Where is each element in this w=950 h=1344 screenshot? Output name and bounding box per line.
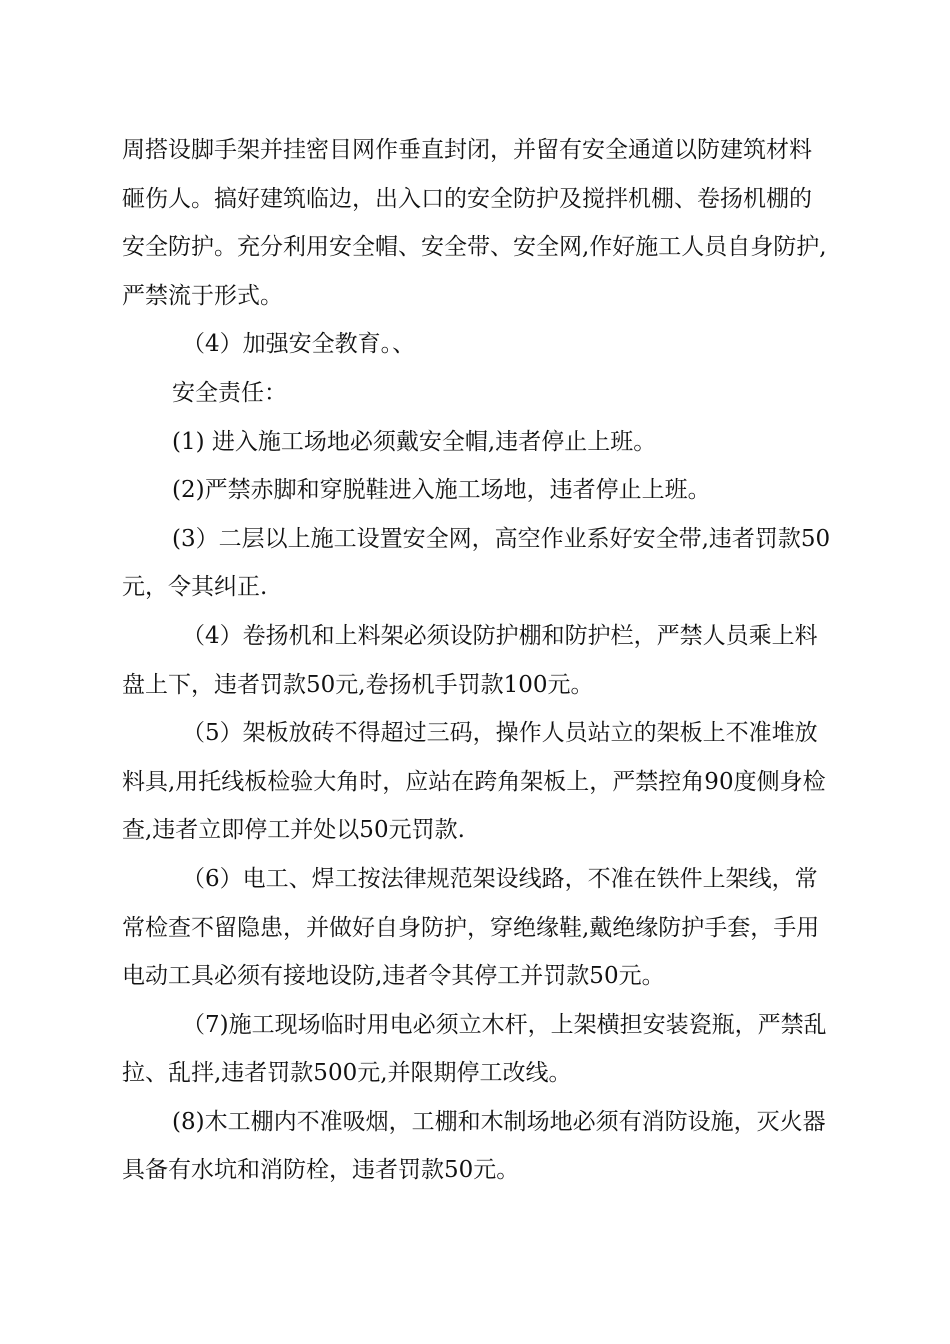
paragraph-continuation: 周搭设脚手架并挂密目网作垂直封闭，并留有安全通道以防建筑材料砸伤人。搞好建筑临边，出入口的安全防护及搅拌机棚、卷扬机棚的安全防护。充分利用安全帽、安全带、安全网,作好施工人员自身防护,严禁流于形式。 bbox=[122, 137, 827, 309]
paragraph-rule-5: （5）架板放砖不得超过三码，操作人员站立的架板上不准堆放料具,用托线板检验大角时，应站在跨角架板上，严禁控角90度侧身检查,违者立即停工并处以50元罚款. bbox=[122, 720, 826, 844]
paragraph-rule-6: （6）电工、焊工按法律规范架设线路，不准在铁件上架线，常常检查不留隐患，并做好自身防护，穿绝缘鞋,戴绝缘防护手套，手用电动工具必须有接地设防,违者令其停工并罚款50元。 bbox=[122, 865, 820, 990]
paragraph-rule-4: （4）卷扬机和上料架必须设防护棚和防护栏，严禁人员乘上料盘上下，违者罚款50元,卷扬机手罚款100元。 bbox=[122, 622, 818, 698]
paragraph-safety-responsibility-heading: 安全责任： bbox=[172, 379, 287, 406]
paragraph-rule-2: (2)严禁赤脚和穿脱鞋进入施工场地，违者停止上班。 bbox=[172, 477, 711, 504]
paragraph-rule-3: (3）二层以上施工设置安全网，高空作业系好安全带,违者罚款50元，令其纠正. bbox=[122, 525, 831, 601]
paragraph-rule-7: （7)施工现场临时用电必须立木杆，上架横担安装瓷瓶，严禁乱拉、乱拌,违者罚款500元,并限期停工改线。 bbox=[122, 1011, 827, 1087]
paragraph-safety-education: （4）加强安全教育。、 bbox=[182, 331, 416, 358]
document-body bbox=[122, 126, 834, 1195]
paragraph-rule-1: (1) 进入施工场地必须戴安全帽,违者停止上班。 bbox=[172, 428, 657, 455]
paragraph-rule-8: (8)木工棚内不准吸烟，工棚和木制场地必须有消防设施，灭火器具备有水坑和消防栓，违者罚款50元。 bbox=[122, 1108, 826, 1184]
